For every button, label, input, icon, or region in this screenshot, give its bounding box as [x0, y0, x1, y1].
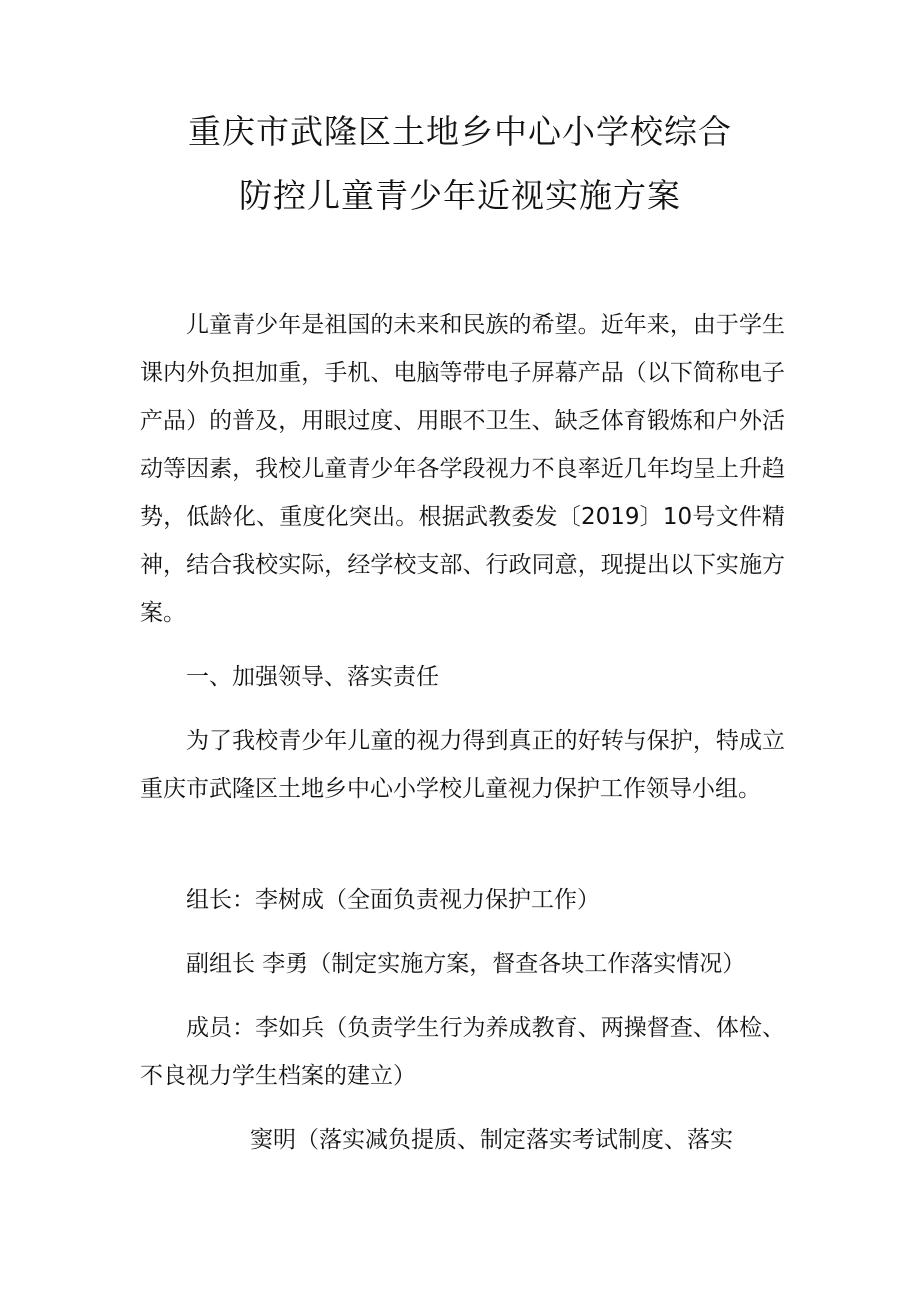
- document-title-line2: 防控儿童青少年近视实施方案: [239, 176, 681, 215]
- member-item: 成员：李如兵（负责学生行为养成教育、两操督查、体检、不良视力学生档案的建立）: [140, 1015, 785, 1089]
- member-leader: 组长：李树成（全面负责视力保护工作）: [186, 887, 600, 913]
- member-deputy: 副组长 李勇（制定实施方案，督查各块工作落实情况）: [186, 951, 746, 977]
- section-heading: 一、加强领导、落实责任: [186, 664, 439, 690]
- section-paragraph: 为了我校青少年儿童的视力得到真正的好转与保护，特成立重庆市武隆区土地乡中心小学校儿童视力保护工作领导小组。: [140, 728, 785, 802]
- intro-paragraph: 儿童青少年是祖国的未来和民族的希望。近年来，由于学生课内外负担加重，手机、电脑等带电子屏幕产品（以下简称电子产品）的普及，用眼过度、用眼不卫生、缺乏体育锻炼和户外活动等因素，我校儿童青少年各学段视力不良率近几年均呈上升趋势，低龄化、重度化突出。根据武教委发〔2019〕10号文件精神，结合我校实际，经学校支部、行政同意，现提出以下实施方案。: [140, 312, 785, 626]
- document-title-line1: 重庆市武隆区土地乡中心小学校综合: [188, 112, 732, 151]
- member-item: 窦明（落实减负提质、制定落实考试制度、落实: [250, 1127, 733, 1153]
